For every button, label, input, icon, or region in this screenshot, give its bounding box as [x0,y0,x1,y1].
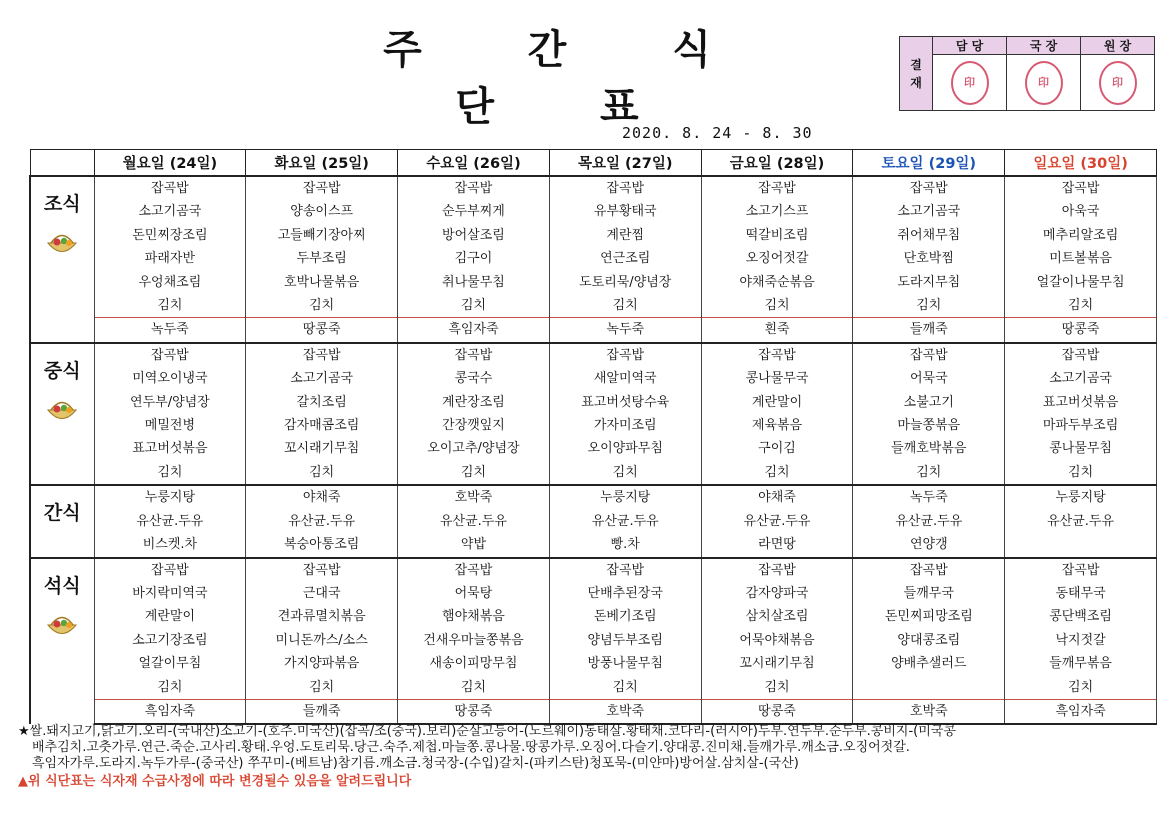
menu-cell: 야채죽 [246,485,398,509]
menu-cell: 유산균.두유 [246,510,398,533]
menu-cell: 취나물무침 [398,271,550,294]
menu-row [30,367,1157,390]
menu-row [30,558,1157,582]
menu-cell: 돈베기조림 [549,605,701,628]
menu-cell: 간장깻잎지 [398,414,550,437]
menu-cell: 잡곡밥 [94,343,246,367]
menu-cell: 김치 [701,676,853,700]
menu-cell: 콩단백조림 [1005,605,1157,628]
menu-cell: 소고기곰국 [94,200,246,223]
menu-row [30,247,1157,270]
menu-cell: 잡곡밥 [701,176,853,200]
menu-cell: 약밥 [398,533,550,557]
menu-cell: 김치 [246,676,398,700]
seal-stamp-icon: 印 [951,61,989,105]
menu-cell: 소불고기 [853,391,1005,414]
food-basket-icon [45,612,79,638]
menu-cell: 동태무국 [1005,582,1157,605]
menu-cell: 유산균.두유 [549,510,701,533]
menu-cell: 유산균.두유 [1005,510,1157,533]
menu-cell: 잡곡밥 [1005,343,1157,367]
menu-row [30,582,1157,605]
menu-cell: 김치 [94,294,246,318]
meal-label: 석식 [43,574,81,597]
porridge-cell: 녹두죽 [549,318,701,343]
menu-cell: 얼갈이나물무침 [1005,271,1157,294]
menu-cell: 김치 [1005,461,1157,485]
menu-cell: 아욱국 [1005,200,1157,223]
menu-cell: 계란찜 [549,224,701,247]
menu-cell: 잡곡밥 [701,558,853,582]
porridge-cell: 땅콩죽 [398,699,550,724]
seal-stamp-icon: 印 [1099,61,1137,105]
menu-cell: 순두부찌게 [398,200,550,223]
menu-cell: 잡곡밥 [853,343,1005,367]
menu-cell: 감자매콤조림 [246,414,398,437]
approval-stamp-director [1007,55,1081,111]
day-header-row [30,150,1157,177]
menu-cell: 잡곡밥 [853,558,1005,582]
meal-label-cell [30,176,94,343]
menu-cell: 누룽지탕 [549,485,701,509]
menu-cell: 잡곡밥 [549,558,701,582]
menu-row [30,533,1157,557]
menu-cell: 유산균.두유 [853,510,1005,533]
menu-cell: 김치 [94,676,246,700]
menu-row [30,294,1157,318]
approval-role-staff: 담 당 [933,37,1007,55]
menu-cell: 김구이 [398,247,550,270]
menu-cell: 잡곡밥 [246,176,398,200]
menu-cell: 들깨호박볶음 [853,437,1005,460]
porridge-row [30,318,1157,343]
menu-cell: 어묵야채볶음 [701,629,853,652]
menu-cell: 잡곡밥 [853,176,1005,200]
menu-cell: 낙지젓갈 [1005,629,1157,652]
menu-row [30,652,1157,675]
menu-row [30,437,1157,460]
menu-cell: 단배추된장국 [549,582,701,605]
menu-cell: 표고버섯탕수육 [549,391,701,414]
menu-cell: 잡곡밥 [398,558,550,582]
menu-cell: 잡곡밥 [246,343,398,367]
approval-box [899,36,1155,111]
menu-cell: 마늘쫑볶음 [853,414,1005,437]
menu-cell: 김치 [701,294,853,318]
menu-cell [1005,533,1157,557]
porridge-cell: 흰죽 [701,318,853,343]
menu-cell: 김치 [398,461,550,485]
menu-cell: 잡곡밥 [94,176,246,200]
menu-cell: 제육볶음 [701,414,853,437]
menu-cell: 감자양파국 [701,582,853,605]
meal-label: 중식 [43,359,81,382]
menu-cell: 우엉채조림 [94,271,246,294]
menu-cell: 비스켓.차 [94,533,246,557]
menu-cell: 김치 [549,461,701,485]
menu-cell: 새송이피망무침 [398,652,550,675]
menu-cell: 근대국 [246,582,398,605]
menu-cell: 김치 [398,294,550,318]
menu-cell: 호박나물볶음 [246,271,398,294]
menu-cell: 바지락미역국 [94,582,246,605]
menu-cell: 빵.차 [549,533,701,557]
approval-label: 결 재 [900,37,933,111]
menu-cell: 들깨무볶음 [1005,652,1157,675]
menu-cell: 양념두부조림 [549,629,701,652]
menu-row [30,629,1157,652]
page-title: 주 간 식 단 표 [383,27,757,130]
menu-cell: 김치 [549,294,701,318]
menu-cell: 김치 [853,461,1005,485]
menu-row [30,414,1157,437]
porridge-cell: 녹두죽 [94,318,246,343]
menu-cell: 소고기곰국 [1005,367,1157,390]
menu-cell: 돈민찌피망조림 [853,605,1005,628]
menu-cell: 소고기곰국 [246,367,398,390]
menu-cell: 잡곡밥 [549,343,701,367]
menu-cell: 오이고추/양념장 [398,437,550,460]
food-basket-icon [45,397,79,423]
menu-cell: 녹두죽 [853,485,1005,509]
menu-cell: 꼬시래기무침 [701,652,853,675]
menu-cell: 연두부/양념장 [94,391,246,414]
porridge-cell: 땅콩죽 [246,318,398,343]
corner-cell [30,150,94,177]
day-header-sun: 일요일 (30일) [1005,150,1157,177]
seal-stamp-icon: 印 [1025,61,1063,105]
approval-role-director: 국 장 [1007,37,1081,55]
menu-cell: 계란말이 [701,391,853,414]
menu-cell: 쥐어채무침 [853,224,1005,247]
day-header-fri: 금요일 (28일) [701,150,853,177]
menu-cell: 유부황태국 [549,200,701,223]
porridge-row [30,699,1157,724]
menu-row [30,391,1157,414]
porridge-cell: 들깨죽 [246,699,398,724]
menu-cell: 잡곡밥 [1005,558,1157,582]
porridge-cell: 흑임자죽 [398,318,550,343]
menu-cell: 김치 [246,461,398,485]
menu-cell: 들깨무국 [853,582,1005,605]
menu-table [29,149,1157,725]
menu-cell: 새알미역국 [549,367,701,390]
menu-cell: 잡곡밥 [701,343,853,367]
porridge-cell: 호박죽 [853,699,1005,724]
menu-cell: 복숭아통조림 [246,533,398,557]
menu-row [30,676,1157,700]
menu-cell: 단호박찜 [853,247,1005,270]
menu-row [30,271,1157,294]
menu-cell: 떡갈비조림 [701,224,853,247]
porridge-cell: 들깨죽 [853,318,1005,343]
menu-row [30,176,1157,200]
day-header-wed: 수요일 (26일) [398,150,550,177]
menu-cell: 양배추샐러드 [853,652,1005,675]
menu-row [30,343,1157,367]
day-header-mon: 월요일 (24일) [94,150,246,177]
origin-note-line2: 배추김치.고춧가루.연근.죽순.고사리.황태.우엉.도토리묵.당근.숙주.제첩.마늘쫑.콩나물.땅콩가루.오징어.다슬기.양대콩.진미채.들깨가루.깨소금.오징어젓갈. [32,740,910,755]
menu-cell: 잡곡밥 [549,176,701,200]
menu-cell: 유산균.두유 [701,510,853,533]
menu-cell: 꼬시래기무침 [246,437,398,460]
menu-cell: 잡곡밥 [94,558,246,582]
menu-cell: 김치 [398,676,550,700]
menu-cell: 미트볼볶음 [1005,247,1157,270]
menu-cell: 표고버섯볶음 [1005,391,1157,414]
menu-cell: 잡곡밥 [1005,176,1157,200]
menu-cell: 건새우마늘쫑볶음 [398,629,550,652]
menu-cell: 연양갱 [853,533,1005,557]
menu-cell: 가지양파볶음 [246,652,398,675]
porridge-cell: 흑임자죽 [94,699,246,724]
porridge-cell: 땅콩죽 [1005,318,1157,343]
menu-cell: 유산균.두유 [94,510,246,533]
menu-cell: 구이김 [701,437,853,460]
menu-cell: 마파두부조림 [1005,414,1157,437]
menu-cell: 김치 [246,294,398,318]
menu-cell: 미니돈까스/소스 [246,629,398,652]
meal-label-cell [30,485,94,557]
menu-cell: 고들빼기장아찌 [246,224,398,247]
menu-row [30,605,1157,628]
menu-cell: 소고기장조림 [94,629,246,652]
meal-label-cell [30,558,94,725]
menu-row [30,224,1157,247]
menu-cell: 소고기곰국 [853,200,1005,223]
date-range: 2020. 8. 24 - 8. 30 [622,124,813,142]
approval-role-head: 원 장 [1081,37,1155,55]
menu-cell: 햄야채볶음 [398,605,550,628]
menu-cell: 도토리묵/양념장 [549,271,701,294]
menu-cell: 김치 [549,676,701,700]
menu-cell: 잡곡밥 [246,558,398,582]
menu-cell: 김치 [1005,676,1157,700]
menu-cell: 얼갈이무침 [94,652,246,675]
day-header-thu: 목요일 (27일) [549,150,701,177]
menu-cell: 김치 [94,461,246,485]
menu-cell: 도라지무침 [853,271,1005,294]
menu-cell: 어묵국 [853,367,1005,390]
menu-cell: 김치 [853,294,1005,318]
menu-cell: 누룽지탕 [1005,485,1157,509]
menu-cell: 표고버섯볶음 [94,437,246,460]
menu-cell: 호박죽 [398,485,550,509]
day-header-sat: 토요일 (29일) [853,150,1005,177]
porridge-cell: 호박죽 [549,699,701,724]
menu-cell: 김치 [701,461,853,485]
menu-cell: 가자미조림 [549,414,701,437]
menu-row [30,510,1157,533]
menu-cell: 콩나물무침 [1005,437,1157,460]
menu-row [30,485,1157,509]
menu-cell: 잡곡밥 [398,343,550,367]
menu-cell: 콩나물무국 [701,367,853,390]
menu-cell: 양대콩조림 [853,629,1005,652]
menu-cell: 계란말이 [94,605,246,628]
origin-note-line1: ★쌀.돼지고기,닭고기.오리-(국내산)소고기-(호주.미국산)(잡곡/조(중국).보리)순살고등어-(노르웨이)동태살.황태채.코다리-(러시아)두부.연두부.순두부.콩비지-(미국콩 [18,724,956,739]
menu-cell: 연근조림 [549,247,701,270]
menu-cell: 견과류멸치볶음 [246,605,398,628]
menu-cell: 라면땅 [701,533,853,557]
menu-cell: 파래자반 [94,247,246,270]
menu-cell: 삼치살조림 [701,605,853,628]
porridge-cell: 땅콩죽 [701,699,853,724]
menu-cell: 오이양파무침 [549,437,701,460]
menu-cell: 돈민찌장조림 [94,224,246,247]
porridge-cell: 흑임자죽 [1005,699,1157,724]
meal-label: 조식 [43,193,81,215]
menu-cell: 콩국수 [398,367,550,390]
menu-row [30,200,1157,223]
menu-cell: 누룽지탕 [94,485,246,509]
menu-cell: 미역오이냉국 [94,367,246,390]
approval-stamp-staff [933,55,1007,111]
menu-cell: 김치 [1005,294,1157,318]
menu-cell: 계란장조림 [398,391,550,414]
meal-label: 간식 [43,502,81,525]
menu-cell [853,676,1005,700]
menu-cell: 어묵탕 [398,582,550,605]
menu-cell: 유산균.두유 [398,510,550,533]
menu-cell: 갈치조림 [246,391,398,414]
food-basket-icon [45,230,79,256]
menu-cell: 양송이스프 [246,200,398,223]
menu-cell: 방어살조림 [398,224,550,247]
menu-row [30,461,1157,485]
menu-cell: 야채죽 [701,485,853,509]
menu-cell: 오징어젓갈 [701,247,853,270]
menu-cell: 메추리알조림 [1005,224,1157,247]
menu-cell: 잡곡밥 [398,176,550,200]
menu-cell: 두부조림 [246,247,398,270]
menu-cell: 야채죽순볶음 [701,271,853,294]
change-notice: ▲위 식단표는 식자재 수급사정에 따라 변경될수 있음을 알려드립니다 [18,774,412,789]
menu-cell: 메밀전병 [94,414,246,437]
approval-stamp-head [1081,55,1155,111]
day-header-tue: 화요일 (25일) [246,150,398,177]
menu-cell: 소고기스프 [701,200,853,223]
meal-label-cell [30,343,94,485]
menu-cell: 방풍나물무침 [549,652,701,675]
origin-note-line3: 흑임자가루.도라지.녹두가루-(중국산) 쭈꾸미-(베트남)참기름.깨소금.청국장-(수입)갈치-(파키스탄)청포묵-(미얀마)방어살.삼치살-(국산) [32,756,799,771]
